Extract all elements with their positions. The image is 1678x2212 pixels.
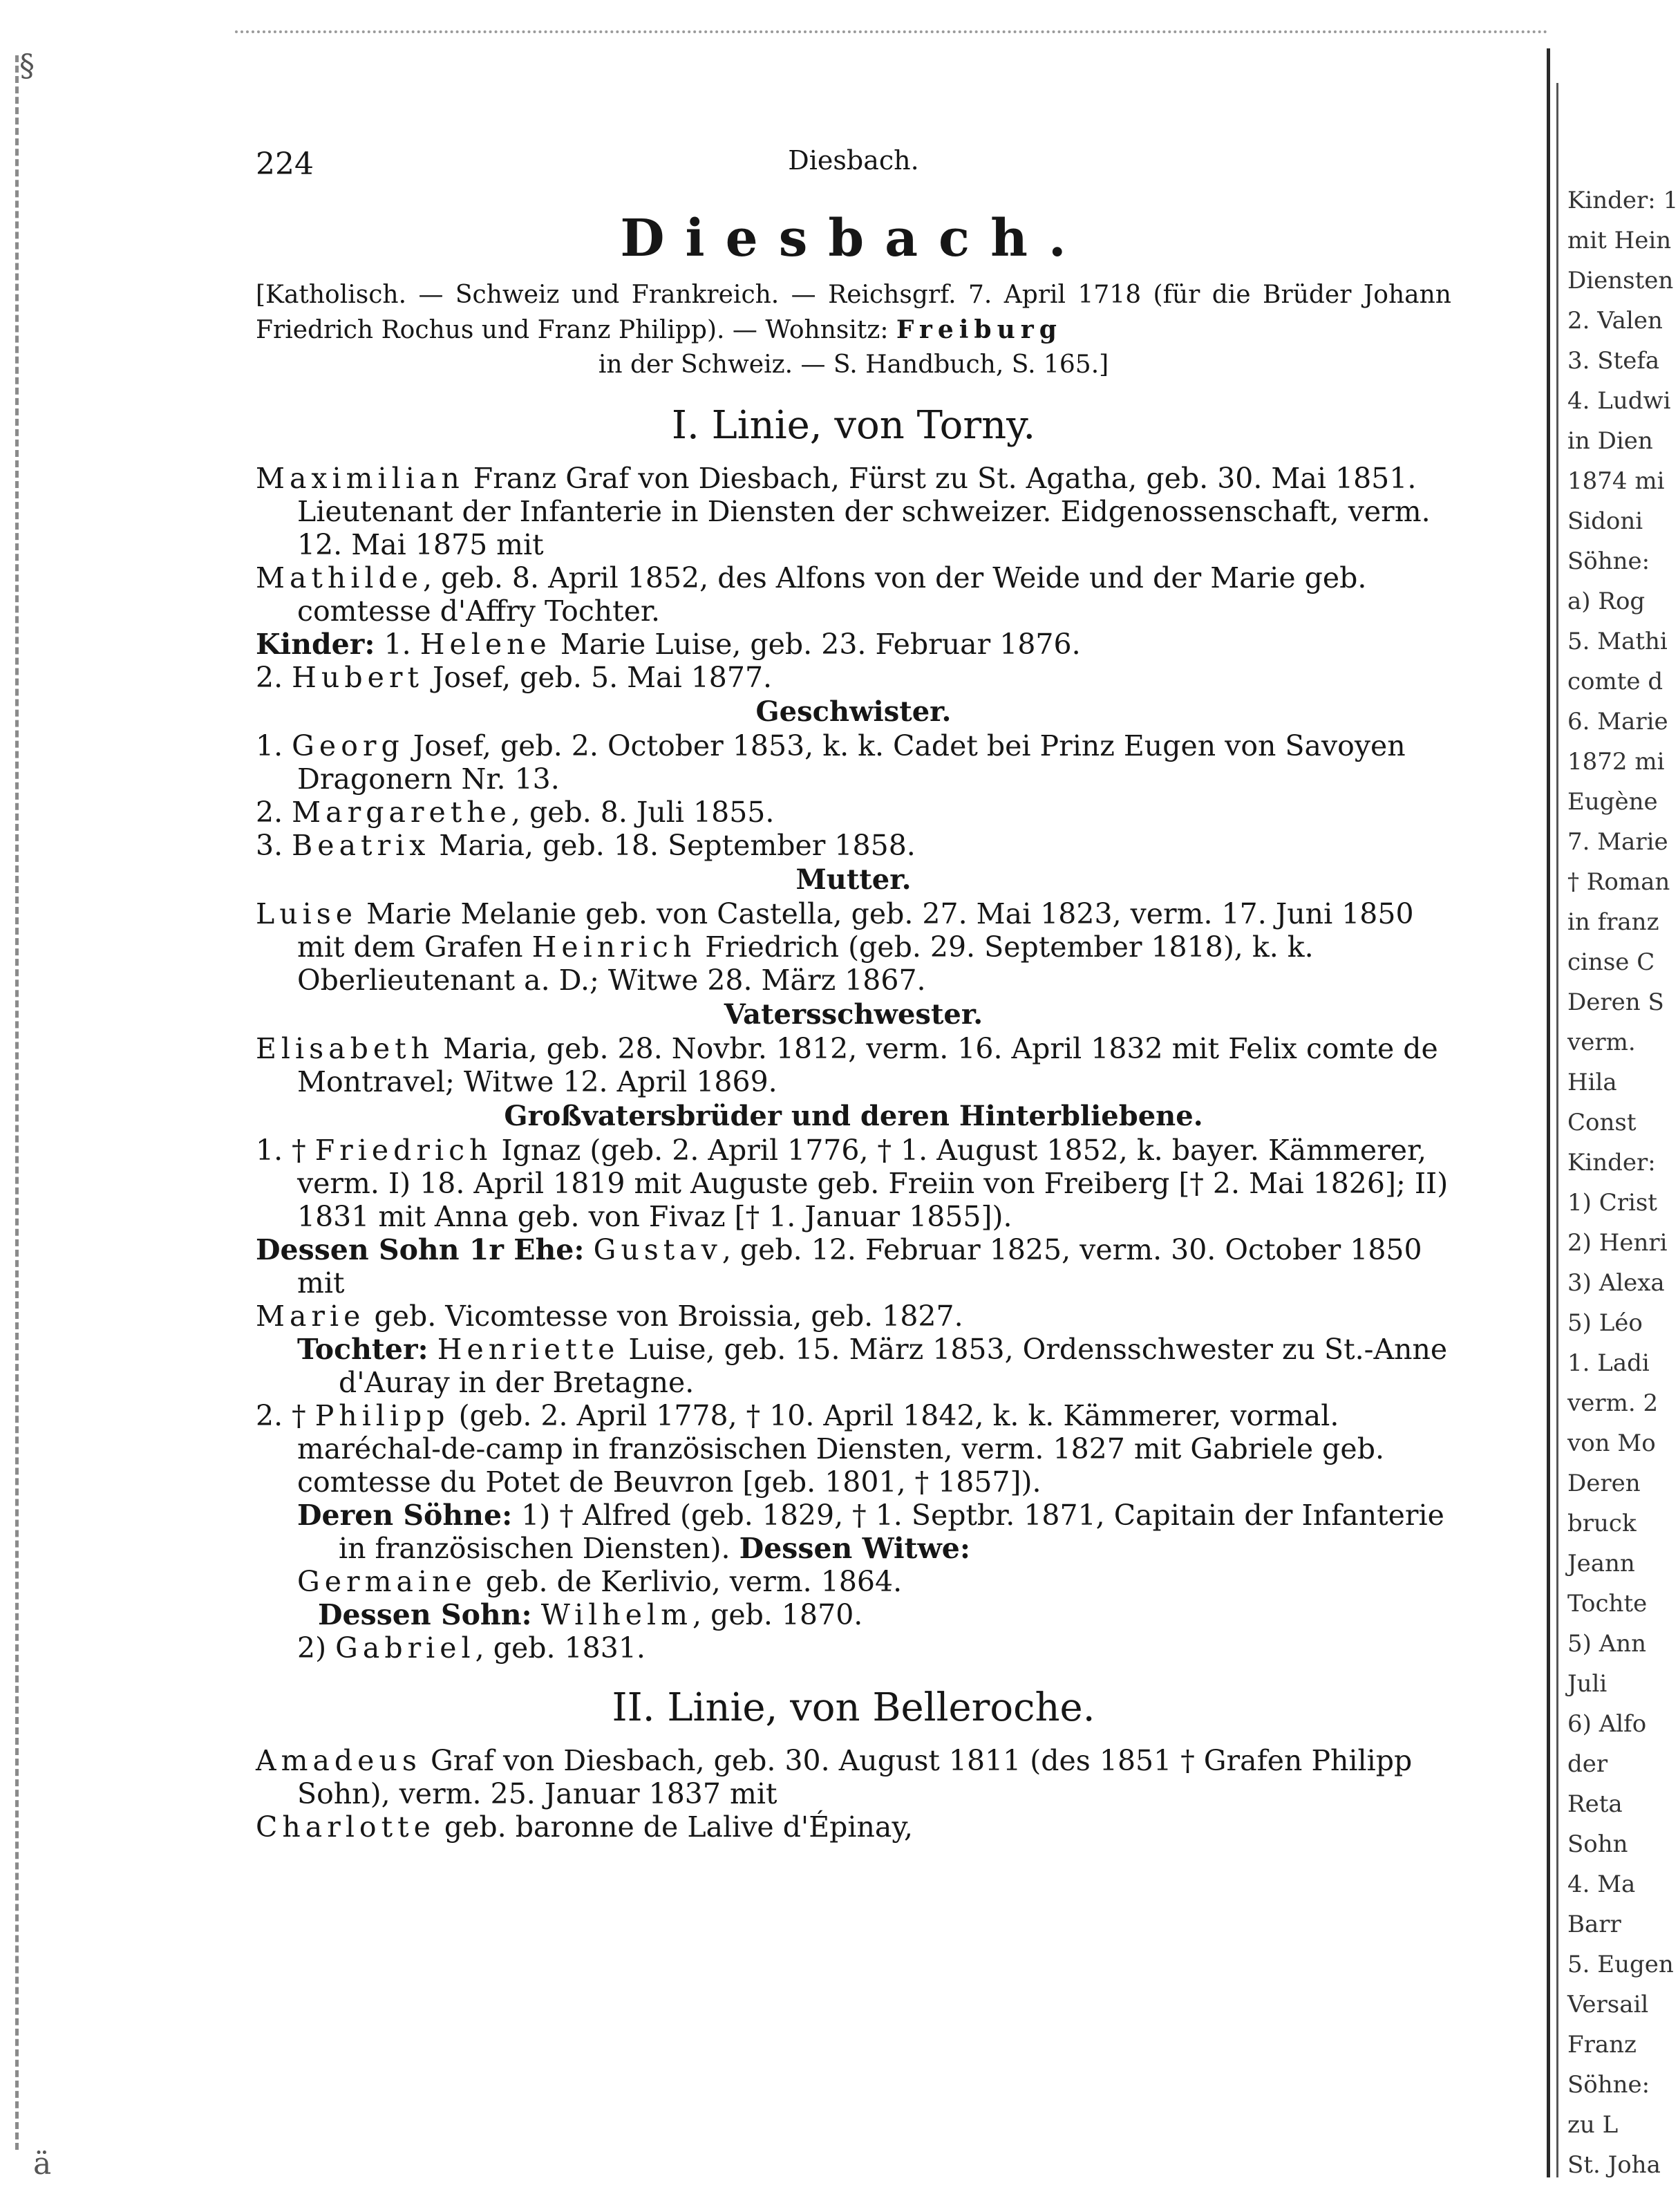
sibling-3-name: Beatrix bbox=[292, 829, 431, 862]
head-text: Franz Graf von Diesbach, Fürst zu St. Agatha, geb. 30. Mai 1851. Lieutenant der Infanterie in Diensten der schweizer. Eidgenossenschaft, verm. 12. Mai 1875 mit bbox=[297, 462, 1431, 561]
adjacent-page-fragment: Jeann bbox=[1567, 1550, 1635, 1577]
adjacent-page-fragment: Söhne: bbox=[1567, 547, 1650, 575]
adjacent-page-fragment: 1874 mi bbox=[1567, 467, 1665, 495]
granduncle-2-name: Philipp bbox=[314, 1399, 450, 1432]
scan-left-edge bbox=[15, 55, 19, 2150]
granduncle-2-widow-entry bbox=[297, 1565, 1451, 1598]
granduncle-1-son-text: , geb. 12. Februar 1825, verm. 30. October 1850 mit bbox=[297, 1233, 1422, 1300]
page-number: 224 bbox=[256, 147, 314, 182]
granduncle-1-daughter-entry bbox=[297, 1333, 1451, 1399]
sibling-entry bbox=[256, 829, 1451, 862]
running-head bbox=[256, 138, 1451, 200]
sibling-1-text: Josef, geb. 2. October 1853, k. k. Cadet bei Prinz Eugen von Savoyen Dragonern Nr. 13. bbox=[297, 729, 1406, 796]
mother-entry bbox=[256, 897, 1451, 997]
granduncle-2-son-1-text: 1) † Alfred (geb. 1829, † 1. Septbr. 1871, Capitain der Infanterie in französischen Diensten). bbox=[339, 1499, 1444, 1565]
head-name: Maximilian bbox=[256, 462, 464, 495]
adjacent-page-fragment: † Roman bbox=[1567, 868, 1670, 896]
adjacent-page-fragment: Barr bbox=[1567, 1911, 1621, 1938]
adjacent-page-fragment: Kinder: bbox=[1567, 1149, 1656, 1177]
granduncle-2-son-2-text: , geb. 1831. bbox=[475, 1631, 645, 1665]
children-entry-2 bbox=[256, 661, 1451, 694]
adjacent-page-fragment: 2. Valen bbox=[1567, 307, 1663, 335]
adjacent-page-fragment: Sidoni bbox=[1567, 507, 1643, 535]
line-2-head-name: Amadeus bbox=[256, 1744, 422, 1777]
adjacent-page-fragment: 5. Eugen bbox=[1567, 1951, 1674, 1978]
page-content bbox=[256, 138, 1451, 1844]
adjacent-page-fragment: 5) Léo bbox=[1567, 1309, 1643, 1337]
line-2-head-text: Graf von Diesbach, geb. 30. August 1811 (des 1851 † Grafen Philipp Sohn), verm. 25. Januar 1837 mit bbox=[297, 1744, 1413, 1810]
adjacent-page-fragment: 3. Stefa bbox=[1567, 347, 1660, 375]
sibling-1-name: Georg bbox=[292, 729, 404, 762]
granduncle-2-grandson-text: , geb. 1870. bbox=[692, 1598, 863, 1631]
granduncle-2-grandson-entry bbox=[318, 1598, 1451, 1631]
adjacent-page-fragment: zu L bbox=[1567, 2111, 1619, 2139]
granduncle-1-daughter-label: Tochter: bbox=[297, 1333, 428, 1366]
siblings-label: Geschwister. bbox=[755, 695, 952, 728]
head-of-line-entry bbox=[256, 462, 1451, 561]
adjacent-page-fragment: verm. bbox=[1567, 1029, 1636, 1056]
granduncle-2-entry bbox=[256, 1399, 1451, 1499]
adjacent-page-fragment: Kinder: 1 bbox=[1567, 187, 1678, 214]
sibling-1-prefix: 1. bbox=[256, 729, 283, 762]
granduncle-1-text: Ignaz (geb. 2. April 1776, † 1. August 1852, k. bayer. Kämmerer, verm. I) 18. April 1819 mit Auguste geb. Freiin von Freiberg [† 2. Mai 1826]; II) 1831 mit Anna geb. von Fivaz [† 1. Januar 1855]). bbox=[297, 1134, 1449, 1233]
child-1-name: Helene bbox=[419, 628, 552, 661]
aunt-entry bbox=[256, 1032, 1451, 1098]
granduncle-1-name: Friedrich bbox=[314, 1134, 493, 1167]
line-1-heading: I. Linie, von Torny. bbox=[671, 403, 1036, 448]
granduncle-1-daughter-text: Luise, geb. 15. März 1853, Ordensschwester zu St.-Anne d'Auray in der Bretagne. bbox=[339, 1333, 1448, 1399]
children-entry-1 bbox=[256, 628, 1451, 661]
child-1-prefix: 1. bbox=[384, 628, 411, 661]
adjacent-page-fragment: bruck bbox=[1567, 1510, 1637, 1537]
mother-text-b: Friedrich (geb. 29. September 1818), k. k. Oberlieutenant a. D.; Witwe 28. März 1867. bbox=[297, 930, 1314, 997]
adjacent-page-fragment: 6. Marie bbox=[1567, 708, 1668, 735]
granduncles-label: Großvatersbrüder und deren Hinterbliebene. bbox=[504, 1100, 1203, 1132]
adjacent-page-fragment: in franz bbox=[1567, 908, 1659, 936]
granduncle-1-son-wife-entry bbox=[256, 1300, 1451, 1333]
adjacent-page-fragment: Söhne: bbox=[1567, 2071, 1650, 2099]
granduncle-1-entry bbox=[256, 1134, 1451, 1233]
note-line-1: [Katholisch. — Schweiz und Frankreich. — Reichsgrf. 7. April 1718 (für die bbox=[256, 281, 1251, 309]
sibling-3-prefix: 3. bbox=[256, 829, 283, 862]
granduncle-1-daughter-name: Henriette bbox=[437, 1333, 620, 1366]
adjacent-page-fragment: cinse C bbox=[1567, 948, 1655, 976]
adjacent-page-fragment: Deren S bbox=[1567, 988, 1664, 1016]
granduncle-2-son-2-entry bbox=[297, 1631, 1451, 1665]
adjacent-page-fragment: Const bbox=[1567, 1109, 1637, 1136]
adjacent-page-fragment: Hila bbox=[1567, 1069, 1617, 1096]
running-title: Diesbach. bbox=[788, 145, 919, 176]
granduncle-1-son-name: Gustav bbox=[593, 1233, 722, 1266]
adjacent-page-fragment: 5. Mathi bbox=[1567, 628, 1668, 655]
adjacent-page-fragment: Sohn bbox=[1567, 1830, 1628, 1858]
adjacent-page-fragment: St. Joha bbox=[1567, 2151, 1661, 2179]
granduncle-2-sons-entry bbox=[297, 1499, 1451, 1565]
scan-edge-mark-top: § bbox=[19, 48, 35, 84]
family-title: Diesbach. bbox=[620, 209, 1087, 268]
note-line-2: Brüder Johann Friedrich Rochus und Franz Philipp). — Wohnsitz: bbox=[256, 281, 1451, 344]
granduncle-2-widow-text: geb. de Kerlivio, verm. 1864. bbox=[485, 1565, 903, 1598]
adjacent-page-fragment: a) Rog bbox=[1567, 588, 1646, 615]
adjacent-page-fragment: 1) Crist bbox=[1567, 1189, 1657, 1217]
adjacent-page-fragment: Franz bbox=[1567, 2031, 1637, 2059]
child-2-name: Hubert bbox=[292, 661, 424, 694]
child-2-prefix: 2. bbox=[256, 661, 283, 694]
adjacent-page-fragment: 4. Ma bbox=[1567, 1871, 1636, 1898]
gutter-rule-inner bbox=[1556, 83, 1558, 2177]
mother-text-a: Marie Melanie geb. von Castella, geb. 27. Mai 1823, verm. 17. Juni 1850 mit dem Grafen bbox=[297, 897, 1414, 964]
aunt-name: Elisabeth bbox=[256, 1032, 435, 1065]
sibling-2-name: Margarethe bbox=[292, 796, 511, 829]
granduncle-1-prefix: 1. † bbox=[256, 1134, 306, 1167]
line-2-head-entry bbox=[256, 1744, 1451, 1810]
adjacent-page-fragment: in Dien bbox=[1567, 427, 1653, 455]
adjacent-page-fragment: Versail bbox=[1567, 1991, 1649, 2018]
adjacent-page-fragment: 6) Alfo bbox=[1567, 1710, 1647, 1738]
aunt-label: Vatersschwester. bbox=[724, 998, 983, 1031]
adjacent-page-fragment: Deren bbox=[1567, 1470, 1641, 1497]
sibling-2-text: , geb. 8. Juli 1855. bbox=[511, 796, 775, 829]
adjacent-page-fragment: 1872 mi bbox=[1567, 748, 1665, 776]
granduncle-2-text: (geb. 2. April 1778, † 10. April 1842, k. k. Kämmerer, vormal. maréchal-de-camp in französischen Diensten, verm. 1827 mit Gabriele geb. comtesse du Potet de Beuvron [geb. 1801, † 1857]). bbox=[297, 1399, 1384, 1499]
wife-entry bbox=[256, 561, 1451, 628]
line-2-wife-text: geb. baronne de Lalive d'Épinay, bbox=[444, 1810, 914, 1844]
scan-edge-mark-bottom: ä bbox=[33, 2146, 52, 2182]
adjacent-page-fragment: der bbox=[1567, 1750, 1608, 1778]
granduncle-2-widow-name: Germaine bbox=[297, 1565, 477, 1598]
line-2-heading: II. Linie, von Belleroche. bbox=[612, 1685, 1095, 1730]
adjacent-page-fragment: von Mo bbox=[1567, 1430, 1656, 1457]
adjacent-page-fragment: verm. 2 bbox=[1567, 1389, 1659, 1417]
granduncle-1-son-wife-text: geb. Vicomtesse von Broissia, geb. 1827. bbox=[374, 1300, 963, 1333]
granduncle-2-son-2-prefix: 2) bbox=[297, 1631, 327, 1665]
sibling-3-text: Maria, geb. 18. September 1858. bbox=[439, 829, 916, 862]
adjacent-page-fragment: Tochte bbox=[1567, 1590, 1648, 1618]
note-place: Freiburg bbox=[896, 315, 1062, 344]
adjacent-page-fragment: 4. Ludwi bbox=[1567, 387, 1671, 415]
granduncle-1-son-entry bbox=[256, 1233, 1451, 1300]
adjacent-page-fragment: 7. Marie bbox=[1567, 828, 1668, 856]
granduncle-2-grandson-name: Wilhelm bbox=[540, 1598, 693, 1631]
child-2-text: Josef, geb. 5. Mai 1877. bbox=[432, 661, 773, 694]
sibling-entry bbox=[256, 729, 1451, 796]
children-label: Kinder: bbox=[256, 628, 375, 661]
adjacent-page-fragment: comte d bbox=[1567, 668, 1663, 695]
adjacent-page-fragment: Diensten bbox=[1567, 267, 1674, 294]
gutter-rule bbox=[1547, 48, 1550, 2177]
granduncle-2-sons-label: Deren Söhne: bbox=[297, 1499, 513, 1532]
sibling-2-prefix: 2. bbox=[256, 796, 283, 829]
line-2-wife-entry bbox=[256, 1810, 1451, 1844]
adjacent-page-fragment: 1. Ladi bbox=[1567, 1349, 1650, 1377]
wife-text: , geb. 8. April 1852, des Alfons von der Weide und der Marie geb. comtesse d'Affry Tochter. bbox=[297, 561, 1367, 628]
mother-husband-name: Heinrich bbox=[531, 930, 697, 964]
child-1-text: Marie Luise, geb. 23. Februar 1876. bbox=[560, 628, 1081, 661]
adjacent-page-fragment: 5) Ann bbox=[1567, 1630, 1647, 1658]
line-2-wife-name: Charlotte bbox=[256, 1810, 435, 1844]
granduncle-2-grandson-label: Dessen Sohn: bbox=[318, 1598, 532, 1631]
adjacent-page-fragment: Eugène bbox=[1567, 788, 1658, 816]
mother-name: Luise bbox=[256, 897, 358, 930]
note-line-3: in der Schweiz. — S. Handbuch, S. 165.] bbox=[598, 350, 1109, 379]
aunt-text: Maria, geb. 28. Novbr. 1812, verm. 16. April 1832 mit Felix comte de Montravel; Witwe 12. April 1869. bbox=[297, 1032, 1438, 1098]
adjacent-page-fragment: Juli bbox=[1567, 1670, 1608, 1698]
scan-top-border bbox=[235, 30, 1548, 33]
granduncle-2-widow-label: Dessen Witwe: bbox=[739, 1532, 970, 1565]
adjacent-page-fragment: Reta bbox=[1567, 1790, 1623, 1818]
wife-name: Mathilde bbox=[256, 561, 424, 594]
granduncle-2-son-2-name: Gabriel bbox=[335, 1631, 475, 1665]
sibling-entry bbox=[256, 796, 1451, 829]
granduncle-2-prefix: 2. † bbox=[256, 1399, 306, 1432]
granduncle-1-son-label: Dessen Sohn 1r Ehe: bbox=[256, 1233, 585, 1266]
adjacent-page-fragment: 3) Alexa bbox=[1567, 1269, 1665, 1297]
adjacent-page-fragment: mit Hein bbox=[1567, 227, 1672, 254]
mother-label: Mutter. bbox=[795, 863, 912, 896]
family-header-note bbox=[256, 278, 1451, 382]
adjacent-page-fragment: 2) Henri bbox=[1567, 1229, 1668, 1257]
granduncle-1-son-wife-name: Marie bbox=[256, 1300, 366, 1333]
